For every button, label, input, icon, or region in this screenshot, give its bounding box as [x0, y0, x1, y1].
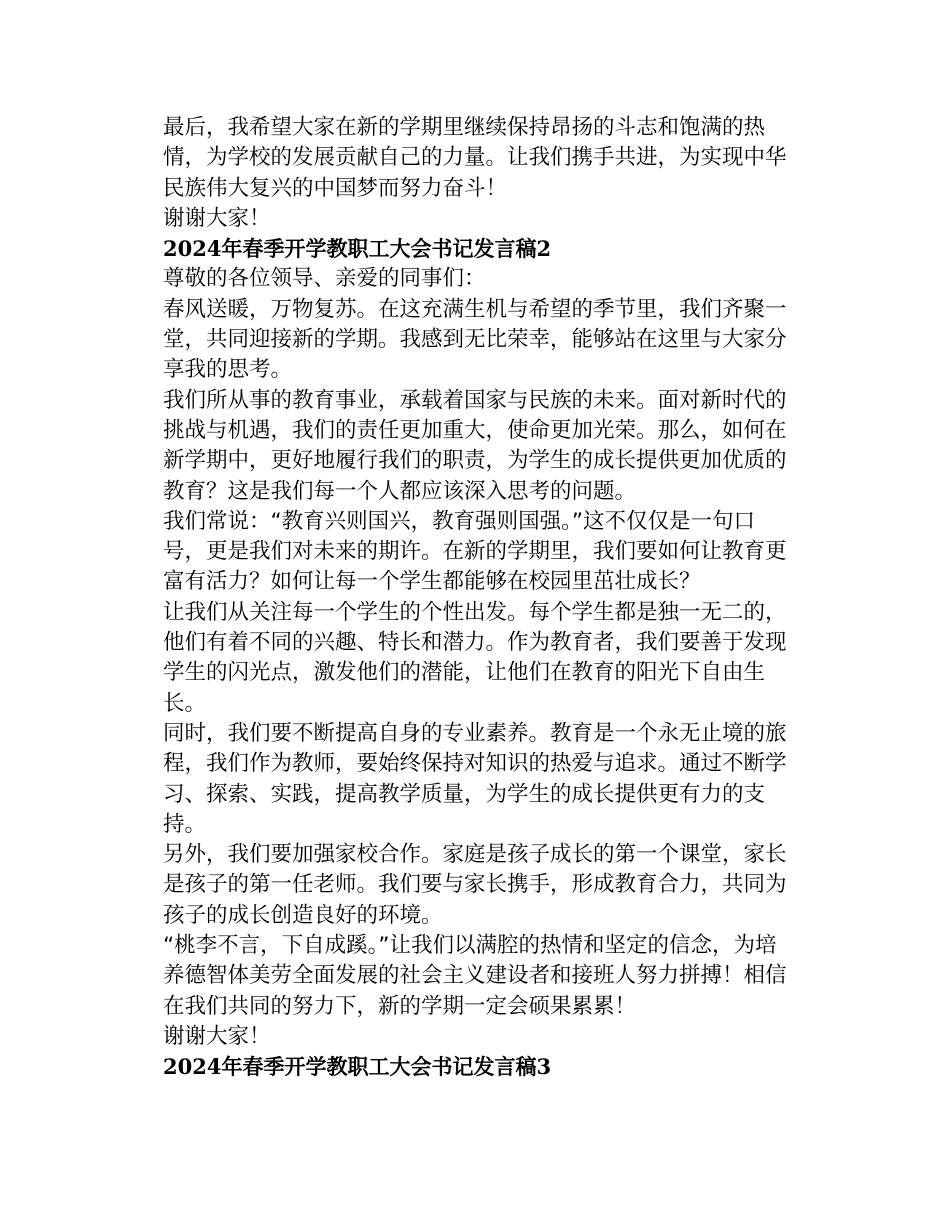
- paragraph-opening: 春风送暖，万物复苏。在这充满生机与希望的季节里，我们齐聚一堂，共同迎接新的学期。我感到无比荣幸，能够站在这里与大家分享我的思考。: [163, 296, 787, 383]
- paragraph-home-school: 另外，我们要加强家校合作。家庭是孩子成长的第一个课堂，家长是孩子的第一任老师。我们要与家长携手，形成教育合力，共同为孩子的成长创造良好的环境。: [163, 842, 787, 928]
- paragraph-closing-wish: 最后，我希望大家在新的学期里继续保持昂扬的斗志和饱满的热情，为学校的发展贡献自己的力量。让我们携手共进，为实现中华民族伟大复兴的中国梦而努力奋斗！: [163, 115, 787, 201]
- paragraph-salutation: 尊敬的各位领导、亲爱的同事们：: [163, 266, 486, 292]
- paragraph-student-individuality: 让我们从关注每一个学生的个性出发。每个学生都是独一无二的，他们有着不同的兴趣、特长和潜力。作为教育者，我们要善于发现学生的闪光点，激发他们的潜能，让他们在教育的阳光下自由生长。: [163, 599, 787, 716]
- paragraph-saying: 我们常说：“教育兴则国兴，教育强则国强。”这不仅仅是一句口号，更是我们对未来的期许。在新的学期里，我们要如何让教育更富有活力？如何让每一个学生都能够在校园里茁壮成长？: [163, 508, 787, 595]
- document-page: [163, 113, 793, 1083]
- paragraph-thanks-2: 谢谢大家！: [163, 1023, 271, 1049]
- paragraph-thanks: 谢谢大家！: [163, 205, 271, 231]
- paragraph-professional-growth: 同时，我们要不断提高自身的专业素养。教育是一个永无止境的旅程，我们作为教师，要始终保持对知识的热爱与追求。通过不断学习、探索、实践，提高教学质量，为学生的成长提供更有力的支持。: [163, 720, 787, 837]
- section-heading-2: 2024年春季开学教职工大会书记发言稿2: [163, 236, 552, 262]
- paragraph-education-mission: 我们所从事的教育事业，承载着国家与民族的未来。面对新时代的挑战与机遇，我们的责任更加重大，使命更加光荣。那么，如何在新学期中，更好地履行我们的职责，为学生的成长提供更加优质的教育？这是我们每一个人都应该深入思考的问题。: [163, 387, 787, 504]
- section-heading-3: 2024年春季开学教职工大会书记发言稿3: [163, 1054, 552, 1080]
- paragraph-call-to-action: “桃李不言，下自成蹊。”让我们以满腔的热情和坚定的信念，为培养德智体美劳全面发展的社会主义建设者和接班人努力拼搏！相信在我们共同的努力下，新的学期一定会硕果累累！: [163, 933, 787, 1019]
